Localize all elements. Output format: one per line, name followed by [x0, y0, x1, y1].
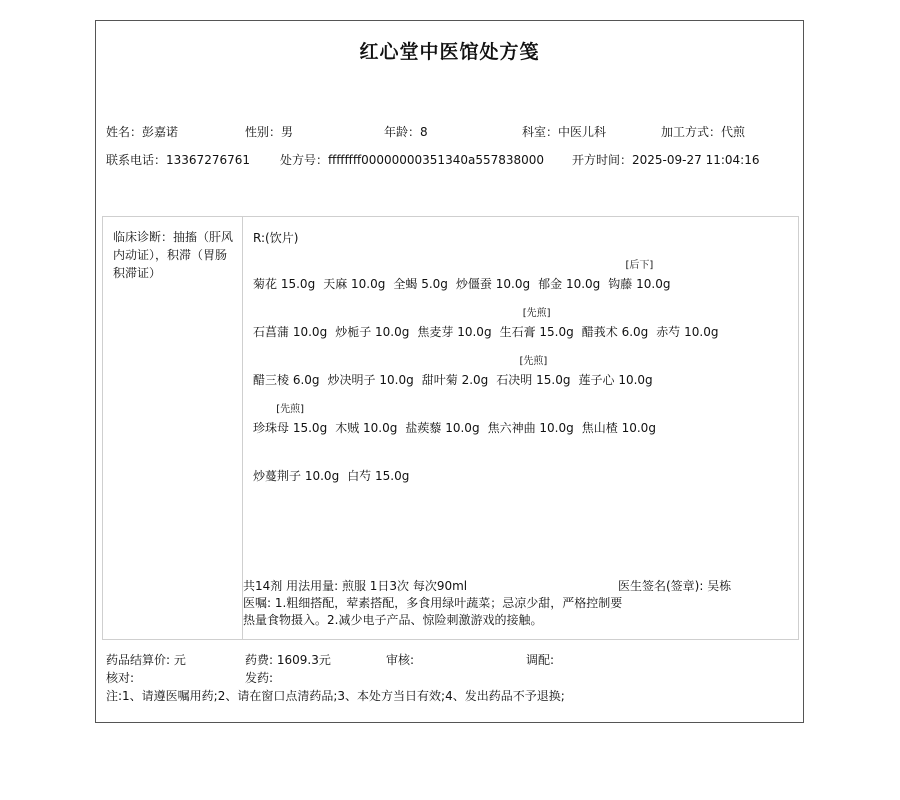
phone-label: 联系电话： [106, 153, 167, 167]
name-value: 彭嘉诺 [142, 125, 179, 139]
herb-dose: 5.0g [421, 277, 448, 291]
time-label: 开方时间： [572, 153, 633, 167]
herb-dose: 6.0g [621, 325, 649, 339]
herb-row [253, 260, 678, 292]
herb-processing-note: [先煎] [276, 404, 304, 415]
review-field: 审核: [386, 653, 415, 667]
herb-item [608, 260, 671, 292]
herb-name: 醋莪术 [581, 325, 618, 339]
gender-value: 男 [281, 125, 294, 139]
dispense-field: 调配: [526, 653, 555, 667]
herb-item [393, 275, 448, 292]
dept-value: 中医儿科 [558, 125, 607, 139]
herb-row [253, 467, 417, 484]
rx-label: R:(饮片) [253, 231, 299, 245]
usage-dosage: 共14剂 用法用量: 煎服 1日3次 每次90ml [243, 579, 468, 593]
herb-item [347, 467, 409, 484]
herb-item [582, 323, 649, 340]
time-value: 2025-09-27 11:04:16 [632, 153, 760, 167]
patient-name [106, 123, 178, 140]
herb-row [253, 404, 664, 436]
age-value: 8 [420, 125, 428, 139]
gender-label: 性别： [245, 125, 282, 139]
process-value: 代煎 [721, 125, 746, 139]
herb-name: 莲子心 [578, 373, 615, 387]
herb-name: 炒僵蚕 [455, 277, 492, 291]
prescription-number [280, 151, 544, 168]
medical-advice: 医嘱: 1.粗细搭配，荤素搭配，多食用绿叶蔬菜；忌凉少甜，严格控制要热量食物摄入。2.减少电子产品、惊险刺激游戏的接触。 [243, 596, 623, 627]
drug-fee: 药费: 1609.3元 [245, 653, 331, 667]
herb-dose: 10.0g [565, 277, 601, 291]
herb-item [456, 275, 530, 292]
herb-name: 炒栀子 [335, 325, 372, 339]
patient-gender [245, 123, 293, 140]
herb-name: 郁金 [538, 277, 563, 291]
doctor-signature: 医生签名(签章): 吴栋 [618, 579, 732, 593]
herb-item [335, 323, 409, 340]
herb-dose: 6.0g [292, 373, 320, 387]
process-label: 加工方式： [661, 125, 722, 139]
patient-dept [522, 123, 606, 140]
rx-no-value: ffffffff00000000351340a557838000 [328, 153, 545, 167]
page-title: 红心堂中医馆处方笺 [359, 41, 540, 63]
herb-row [253, 308, 726, 340]
herb-name: 焦六神曲 [487, 421, 536, 435]
herb-name: 钩藤 [608, 277, 633, 291]
herb-item [253, 275, 315, 292]
footer-note: 注:1、请遵医嘱用药;2、请在窗口点清药品;3、本处方当日有效;4、发出药品不予退换; [106, 689, 565, 703]
herb-name: 炒蔓荆子 [253, 469, 302, 483]
herb-name: 石菖蒲 [253, 325, 290, 339]
herb-dose: 10.0g [292, 325, 328, 339]
herb-name: 生石膏 [499, 325, 536, 339]
check-field: 核对: [106, 671, 135, 685]
herb-processing-note: [先煎] [522, 308, 551, 319]
herb-item [538, 275, 600, 292]
dept-label: 科室： [522, 125, 559, 139]
herb-item [405, 419, 479, 436]
herb-dose: 10.0g [457, 325, 492, 339]
clinical-diagnosis: 临床诊断：抽搐（肝风内动证），积滞（胃肠积滞证） [113, 230, 234, 280]
herb-dose: 2.0g [461, 373, 489, 387]
herb-item [656, 323, 718, 340]
herb-dose: 10.0g [375, 325, 410, 339]
herb-dose: 10.0g [684, 325, 719, 339]
herb-item [328, 371, 414, 388]
herb-dose: 10.0g [618, 373, 653, 387]
herb-name: 石决明 [496, 373, 533, 387]
prescription-sheet [95, 20, 804, 723]
herb-processing-note: [后下] [625, 260, 654, 271]
process-method [661, 123, 745, 140]
herb-dose: 10.0g [495, 277, 531, 291]
herb-dose: 10.0g [445, 421, 480, 435]
herb-name: 珍珠母 [253, 421, 290, 435]
age-label: 年龄： [384, 125, 421, 139]
patient-phone [106, 151, 250, 168]
herb-name: 天麻 [323, 277, 348, 291]
settlement-price: 药品结算价: 元 [106, 653, 186, 667]
issue-field: 发药: [245, 671, 274, 685]
herb-item [253, 467, 339, 484]
herb-item [335, 419, 397, 436]
herb-dose: 15.0g [536, 373, 571, 387]
herb-name: 菊花 [253, 277, 278, 291]
herb-item [422, 371, 489, 388]
herb-name: 醋三棱 [253, 373, 290, 387]
herb-item [578, 371, 652, 388]
herb-dose: 15.0g [539, 325, 574, 339]
herb-name: 白芍 [347, 469, 372, 483]
prescription-body [102, 216, 799, 640]
herb-processing-note: [先煎] [519, 356, 548, 367]
herb-item [253, 404, 328, 436]
herb-name: 甜叶菊 [421, 373, 458, 387]
herb-name: 炒决明子 [327, 373, 376, 387]
herb-name: 赤芍 [656, 325, 681, 339]
herb-dose: 10.0g [304, 469, 340, 483]
herb-dose: 10.0g [379, 373, 414, 387]
herb-dose: 15.0g [375, 469, 410, 483]
herb-item [253, 371, 320, 388]
herb-name: 全蝎 [393, 277, 418, 291]
herb-dose: 10.0g [363, 421, 398, 435]
herb-name: 木贼 [335, 421, 360, 435]
herb-dose: 10.0g [621, 421, 656, 435]
herb-dose: 10.0g [539, 421, 574, 435]
herb-dose: 15.0g [292, 421, 328, 435]
herb-item [417, 323, 491, 340]
herb-name: 焦麦芽 [417, 325, 454, 339]
herb-item [499, 308, 574, 340]
herb-item [488, 419, 574, 436]
name-label: 姓名： [106, 125, 143, 139]
diagnosis-column [103, 217, 243, 639]
herb-dose: 10.0g [636, 277, 671, 291]
herb-name: 盐蒺藜 [405, 421, 442, 435]
phone-value: 13367276761 [166, 153, 250, 167]
herb-row [253, 356, 661, 388]
herb-name: 焦山楂 [581, 421, 618, 435]
prescribed-time [572, 151, 759, 168]
herb-item [253, 323, 327, 340]
patient-age [384, 123, 428, 140]
rx-no-label: 处方号： [280, 153, 329, 167]
herb-dose: 15.0g [280, 277, 316, 291]
herb-item [323, 275, 385, 292]
herb-dose: 10.0g [351, 277, 386, 291]
herb-item [496, 356, 571, 388]
herb-item [582, 419, 656, 436]
